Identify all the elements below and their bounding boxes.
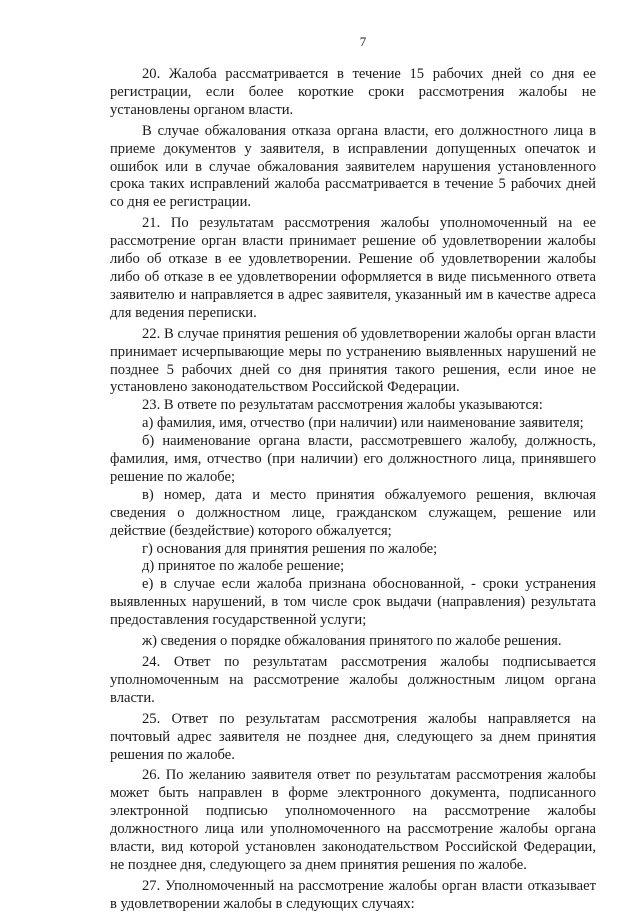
list-item-d: д) принятое по жалобе решение; [142,558,345,575]
list-item-e: е) в случае если жалоба признана обоснованной, - сроки устранения выявленных нарушений, в том числе срок выдачи (направления) результата предоставления государственной услуги; [110,576,596,629]
paragraph-20-review-period: 20. Жалоба рассматривается в течение 15 рабочих дней со дня ее регистрации, если более короткие сроки рассмотрения жалобы не установлены органом власти. [110,66,596,118]
page-number: 7 [359,34,367,49]
paragraph-23-response-contents: 23. В ответе по результатам рассмотрения жалобы указываются: [142,397,543,414]
list-item-zh: ж) сведения о порядке обжалования принятого по жалобе решения. [142,633,562,650]
paragraph-24-signature: 24. Ответ по результатам рассмотрения жалобы подписывается уполномоченным на рассмотрение жалобы должностным лицом органа власти. [110,654,596,706]
list-item-b: б) наименование органа власти, рассмотревшего жалобу, должность, фамилия, имя, отчество (при наличии) его должностного лица, принявшего решение по жалобе; [110,433,596,485]
paragraph-21-decision: 21. По результатам рассмотрения жалобы уполномоченный на ее рассмотрение орган власти принимает решение об удовлетворении жалобы либо об отказе в ее удовлетворении. Решение об удовлетворении жалобы либо об отказе в ее удовлетворении оформляется в виде письменного ответа заявителю и направляется в адрес заявителя, указанный им в качестве адреса для ведения переписки. [110,215,596,321]
list-item-a: а) фамилия, имя, отчество (при наличии) или наименование заявителя; [142,415,584,432]
paragraph-26-electronic-response: 26. По желанию заявителя ответ по результатам рассмотрения жалобы может быть направлен в форме электронного документа, подписанного электронной подписью уполномоченного на рассмотрение жалобы должностного лица или уполномоченного на рассмотрение жалобы органа власти, вид которой установлен законодательством Российской Федерации, не позднее дня, следующего за днем принятия решения по жалобе. [110,767,596,873]
list-item-v: в) номер, дата и место принятия обжалуемого решения, включая сведения о должностном лице, гражданском служащем, решение или действие (бездействие) которого обжалуется; [110,486,596,539]
list-item-g: г) основания для принятия решения по жалобе; [142,540,438,557]
paragraph-27-refusal-cases: 27. Уполномоченный на рассмотрение жалобы орган власти отказывает в удовлетворении жалобы в следующих случаях: [110,877,596,912]
paragraph-25-postal-delivery: 25. Ответ по результатам рассмотрения жалобы направляется на почтовый адрес заявителя не позднее дня, следующего за днем принятия решения по жалобе. [110,710,596,763]
paragraph-22-remedy: 22. В случае принятия решения об удовлетворении жалобы орган власти принимает исчерпывающие меры по устранению выявленных нарушений не позднее 5 рабочих дней со дня принятия такого решения, если иное не установлено законодательством Российской Федерации. [110,325,596,396]
paragraph-20-refusal-appeal: В случае обжалования отказа органа власти, его должностного лица в приеме документов у заявителя, в исправлении допущенных опечаток и ошибок или в случае обжалования заявителем нарушения установленного срока таких исправлений жалоба рассматривается в течение 5 рабочих дней со дня ее регистрации. [110,122,596,211]
